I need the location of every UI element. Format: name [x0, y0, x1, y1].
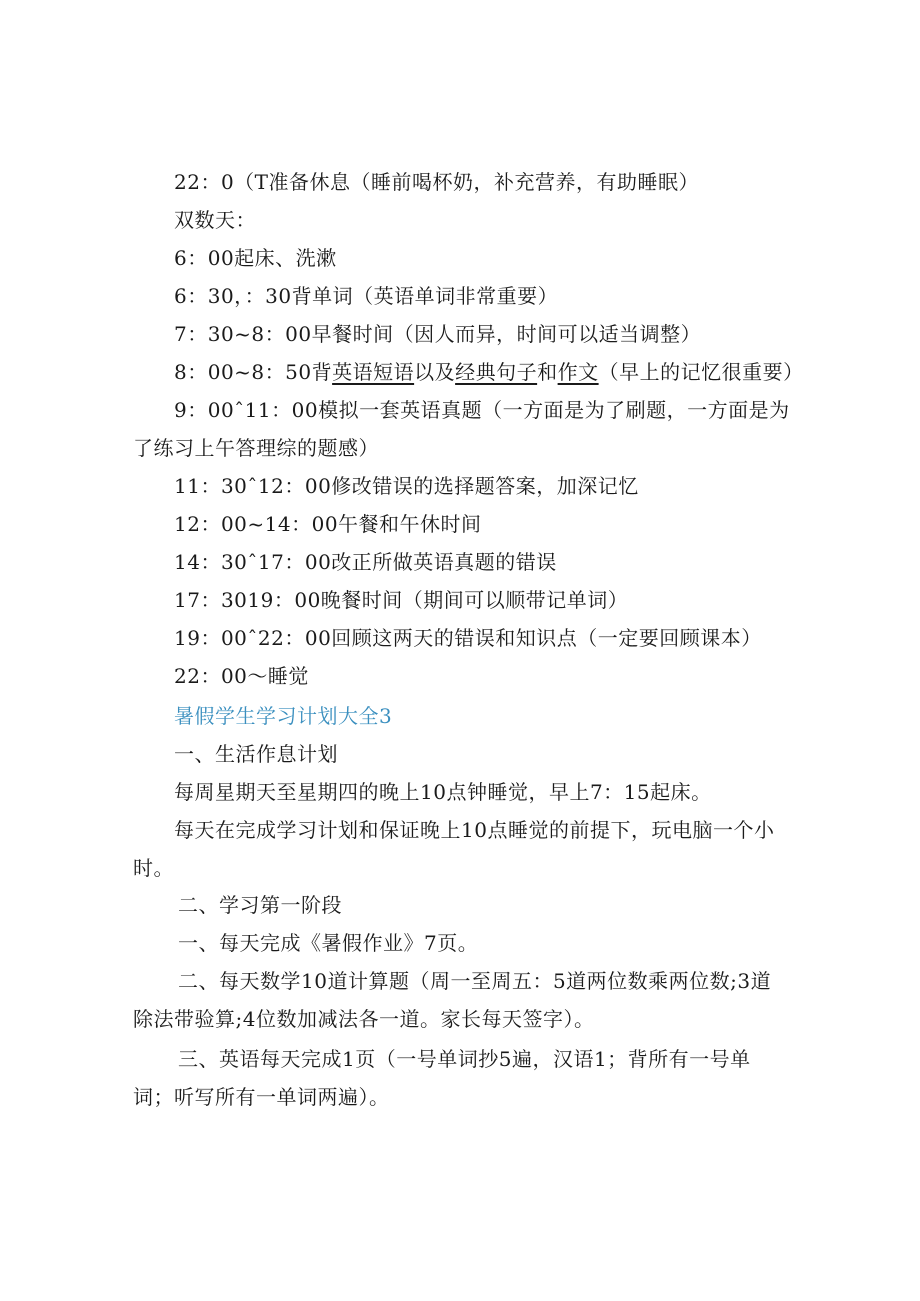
plan-item-continued: 除法带验算;4位数加减法各一道。家长每天签字）。	[133, 1007, 595, 1031]
link-english-phrases[interactable]: 英语短语	[332, 360, 415, 384]
section-heading: 暑假学生学习计划大全3	[174, 704, 393, 728]
schedule-text: 8：00~8：50背	[174, 360, 333, 384]
plan-paragraph: 每天在完成学习计划和保证晚上10点睡觉的前提下，玩电脑一个小	[174, 818, 775, 842]
plan-item: 三、英语每天完成1页（一号单词抄5遍，汉语1；背所有一号单	[178, 1047, 751, 1071]
plan-heading: 一、生活作息计划	[174, 742, 338, 766]
schedule-line	[0, 353, 920, 391]
link-classic-sentences[interactable]: 经典句子	[455, 360, 538, 384]
plan-item: 一、每天完成《暑假作业》7页。	[178, 931, 479, 955]
schedule-text: 以及	[414, 360, 456, 384]
link-composition[interactable]: 作文	[557, 360, 599, 384]
schedule-line: 11：30ˆ12：00修改错误的选择题答案，加深记忆	[174, 474, 639, 498]
plan-item-continued: 词；听写所有一单词两遍）。	[133, 1085, 390, 1109]
schedule-line-continued: 了练习上午答理综的题感）	[133, 436, 379, 460]
schedule-line: 6：00起床、洗漱	[174, 246, 337, 270]
schedule-line: 19：00ˆ22：00回顾这两天的错误和知识点（一定要回顾课本）	[174, 626, 762, 650]
plan-heading: 二、学习第一阶段	[178, 893, 342, 917]
schedule-line: 22：00～睡觉	[174, 664, 309, 688]
schedule-line: 12：00~14：00午餐和午休时间	[174, 512, 482, 536]
schedule-text: 和	[537, 360, 558, 384]
schedule-line: 6：30，：30背单词（英语单词非常重要）	[174, 284, 559, 308]
plan-paragraph: 每周星期天至星期四的晚上10点钟睡觉，早上7：15起床。	[174, 780, 712, 804]
plan-item: 二、每天数学10道计算题（周一至周五：5道两位数乘两位数;3道	[178, 969, 772, 993]
schedule-line: 17：3019：00晚餐时间（期间可以顺带记单词）	[174, 588, 629, 612]
even-days-label: 双数天：	[174, 208, 256, 232]
schedule-line: 22：0（T准备休息（睡前喝杯奶，补充营养，有助睡眠）	[174, 170, 700, 194]
plan-paragraph-continued: 时。	[133, 856, 174, 880]
schedule-line: 14：30ˆ17：00改正所做英语真题的错误	[174, 550, 557, 574]
schedule-line: 7：30~8：00早餐时间（因人而异，时间可以适当调整）	[174, 322, 702, 346]
schedule-line: 9：00ˆ11：00模拟一套英语真题（一方面是为了刷题，一方面是为	[174, 398, 790, 422]
schedule-text: （早上的记忆很重要）	[598, 360, 804, 384]
